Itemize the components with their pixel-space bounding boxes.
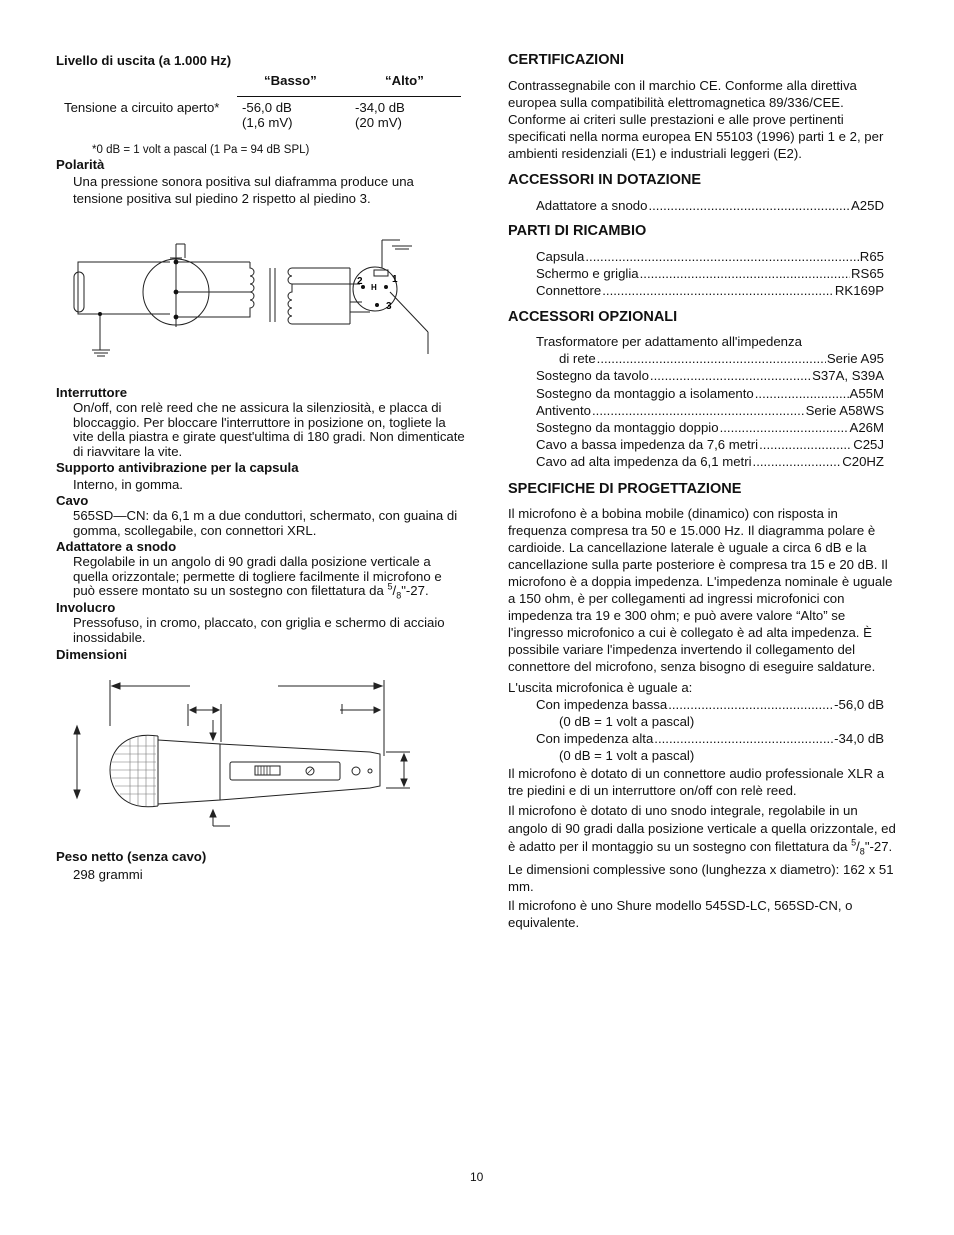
optional-title: ACCESSORI OPZIONALI (508, 309, 678, 325)
item-code: S37A, S39A (812, 368, 884, 383)
switch-title: Interruttore (56, 385, 128, 400)
table-rule (237, 96, 461, 97)
high-label: Con impedenza alta (536, 731, 654, 746)
design-title: SPECIFICHE DI PROGETTAZIONE (508, 481, 742, 497)
page-number: 10 (470, 1170, 484, 1184)
low-db: -56,0 dB (242, 100, 292, 115)
item-label: Schermo e griglia (536, 266, 639, 281)
optional-first-line: Trasformatore per adattamento all'impedenza (536, 334, 802, 349)
optional-item (536, 385, 884, 402)
pin-1-label: 1 (392, 274, 398, 285)
design-p1: Il microfono è a bobina mobile (dinamico) con risposta in frequenza compresa tra 50 e 15.000 Hz. Il diagramma polare è cardioide. La cancellazione laterale è uguale a circa 6 dB e la cancellazione sulla parte posteriore è compresa tra 15 e 20 dB. Il microfono è a doppia impedenza. L'impedenza nominale è uguale a 150 ohm, è per collegamenti ad ingressi microfonici con impedenza tra 19 e 300 ohm; e può avere valore “Alto” se l'ingresso microfonico a cui è collegato è ad alta impedenza. È possibile variare l'impedenza invertendo il collegamento del connettore del microfono, senza bisogno di eseguire saldature. (508, 506, 893, 674)
shock-mount-text: Interno, in gomma. (73, 477, 183, 492)
low-label: Con impedenza bassa (536, 697, 668, 712)
design-high-row (536, 730, 884, 747)
swivel-title: Adattatore a snodo (56, 539, 177, 554)
shock-mount-title: Supporto antivibrazione per la capsula (56, 460, 299, 475)
item-code: A26M (849, 420, 884, 435)
design-p6: Il microfono è uno Shure modello 545SD-LC, 565SD-CN, o equivalente. (508, 898, 853, 930)
item-label: di rete (559, 351, 596, 366)
polarity-title: Polarità (56, 157, 105, 172)
design-p4: Il microfono è dotato di uno snodo integrale, regolabile in un angolo di 90 gradi dalla posizione verticale a quella orizzontale, ed è adatto per il montaggio su un sostegno con filettatura da $^5/_8"-27$. (508, 803, 896, 857)
microphone-dimensions-drawing (70, 676, 415, 831)
optional-item (536, 367, 884, 384)
included-item (536, 197, 884, 214)
dimensions-title: Dimensioni (56, 647, 128, 662)
swivel-text: Regolabile in un angolo di 90 gradi dalla posizione verticale a quella orizzontale; permette di togliere facilmente il microfono e può essere montato su un sostegno con filettatura da $^5/_8"-27$. (73, 554, 442, 601)
high-value: -34,0 dB (834, 731, 884, 746)
optional-item (536, 402, 884, 419)
cert-text: Contrassegnabile con il marchio CE. Conforme alla direttiva europea sulla compatibilità elettromagnetica 89/336/CEE. Conforme ai criteri sulle prestazioni e alle prove pertinenti specificati nella norma europea EN 55103 (1996) parti 1 e 2, per ambienti residenziali (E1) e industriali leggeri (E2). (508, 78, 884, 161)
item-label: Cavo ad alta impedenza da 6,1 metri (536, 454, 752, 469)
low-mv: (1,6 mV) (242, 115, 293, 130)
polarity-wiring-diagram (70, 232, 440, 362)
spare-item (536, 282, 884, 299)
high-ref: (0 dB = 1 volt a pascal) (559, 748, 695, 763)
item-label: Sostegno da tavolo (536, 368, 649, 383)
col-high-header: “Alto” (385, 73, 424, 88)
included-title: ACCESSORI IN DOTAZIONE (508, 172, 702, 188)
item-label: Antivento (536, 403, 591, 418)
pin-h-label: H (371, 283, 377, 292)
cable-title: Cavo (56, 493, 89, 508)
high-db: -34,0 dB (355, 100, 405, 115)
design-p2: L'uscita microfonica è uguale a: (508, 680, 693, 695)
optional-item (536, 436, 884, 453)
spare-title: PARTI DI RICAMBIO (508, 223, 647, 239)
high-mv: (20 mV) (355, 115, 402, 130)
item-code: RK169P (834, 283, 884, 298)
cert-title: CERTIFICAZIONI (508, 52, 624, 68)
row-label: Tensione a circuito aperto* (64, 100, 220, 115)
optional-item (536, 453, 884, 470)
cable-text: 565SD—CN: da 6,1 m a due conduttori, schermato, con guaina di gomma, scollegabile, con connettori XRL. (73, 508, 458, 538)
low-ref: (0 dB = 1 volt a pascal) (559, 714, 695, 729)
design-low-row (536, 696, 884, 713)
item-code: C25J (853, 437, 884, 452)
design-p5: Le dimensioni complessive sono (lunghezza x diametro): 162 x 51 mm. (508, 862, 894, 894)
item-label: Capsula (536, 249, 585, 264)
housing-title: Involucro (56, 600, 116, 615)
output-level-title: Livello di uscita (a 1.000 Hz) (56, 53, 232, 68)
item-code: A55M (849, 386, 884, 401)
item-code: A25D (851, 198, 884, 213)
polarity-text: Una pressione sonora positiva sul diaframma produce una tensione positiva sul piedino 2 rispetto al piedino 3. (73, 174, 414, 206)
housing-text: Pressofuso, in cromo, placcato, con griglia e schermo di acciaio inossidabile. (73, 615, 445, 645)
item-code: R65 (859, 249, 884, 264)
item-code: RS65 (851, 266, 884, 281)
pin-2-label: 2 (357, 276, 363, 287)
item-code: Serie A95 (826, 351, 884, 366)
item-label: Cavo a bassa impedenza da 7,6 metri (536, 437, 759, 452)
item-label: Sostegno da montaggio doppio (536, 420, 719, 435)
col-low-header: “Basso” (264, 73, 317, 88)
footnote: *0 dB = 1 volt a pascal (1 Pa = 94 dB SPL) (92, 144, 310, 156)
spare-item (536, 248, 884, 265)
weight-title: Peso netto (senza cavo) (56, 849, 207, 864)
pin-3-label: 3 (386, 301, 392, 312)
optional-item (536, 419, 884, 436)
switch-text: On/off, con relè reed che ne assicura la silenziosità, e placca di bloccaggio. Per bloccare l'interruttore in posizione on, togliete la vite della piastra e girate quest'ultima di 180 gradi. Non dimenticate di riavvitare la vite. (73, 400, 465, 459)
weight-text: 298 grammi (73, 867, 143, 882)
item-code: Serie A58WS (805, 403, 884, 418)
item-label: Sostegno da montaggio a isolamento (536, 386, 754, 401)
item-code: C20HZ (842, 454, 884, 469)
optional-item (559, 350, 884, 367)
low-value: -56,0 dB (834, 697, 884, 712)
item-label: Adattatore a snodo (536, 198, 648, 213)
design-p3: Il microfono è dotato di un connettore audio professionale XLR a tre piedini e di un interruttore on/off con relè reed. (508, 766, 885, 798)
item-label: Connettore (536, 283, 602, 298)
spare-item (536, 265, 884, 282)
